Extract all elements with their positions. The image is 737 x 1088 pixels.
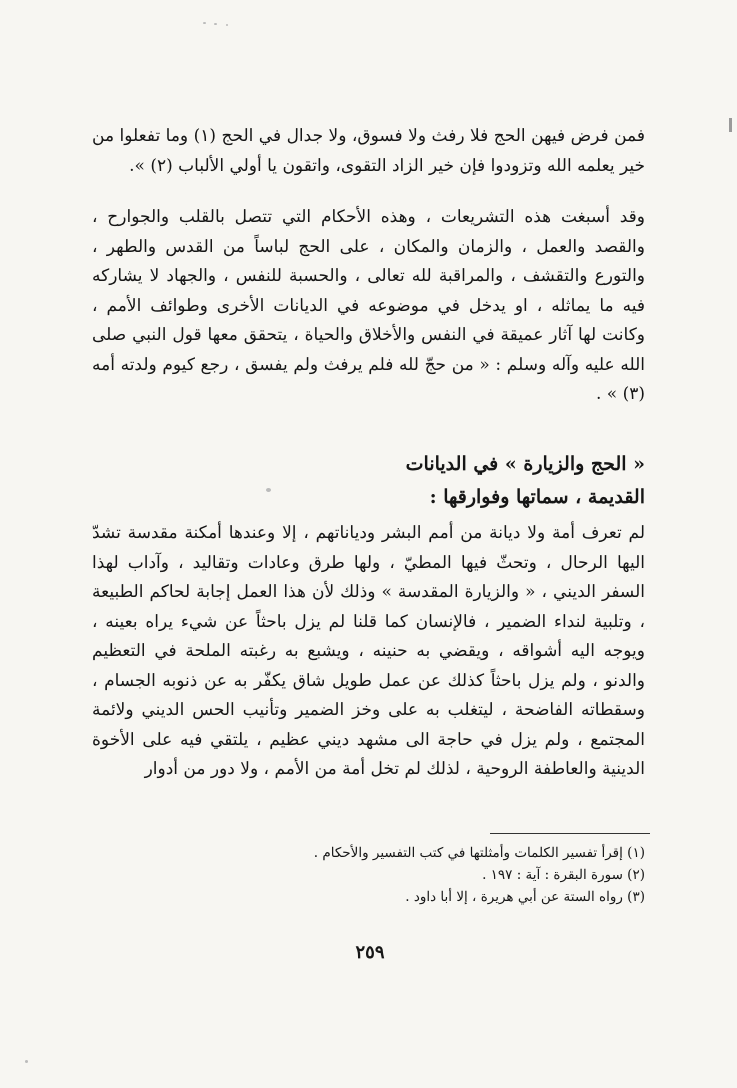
footnote-3: (٣) رواه الستة عن أبي هريرة ، إلا أبا داود .: [405, 889, 645, 905]
scan-speck: [226, 24, 228, 26]
footnote-2: (٢) سورة البقرة : آية : ١٩٧ .: [482, 867, 645, 883]
section-heading-line-2: القديمة ، سماتها وفوارقها :: [429, 486, 645, 508]
scan-speck: [266, 488, 271, 492]
footnote-1: (١) إقرأ تفسير الكلمات وأمثلتها في كتب التفسير والأحكام .: [313, 845, 645, 861]
paragraph-pilgrimage-legislation: وقد أسبغت هذه التشريعات ، وهذه الأحكام التي تتصل بالقلب والجوارح ، والقصد والعمل ، والزمان والمكان ، على الحج لباساً من القدس والطهر ، والتورع والتقشف ، والمراقبة لله تعالى ، والحسبة للنفس ، والجهاد لا يشاركه فيه ما يماثله ، او يدخل في موضوعه في الديانات الأخرى وطوائف الأمم ، وكانت لها آثار عميقة في النفس والأخلاق والحياة ، يتحقق معها قول النبي صلى الله عليه وآله وسلم : « من حجّ لله فلم يرفث ولم يفسق ، رجع كيوم ولدته أمه (٣) » .: [92, 207, 645, 404]
footnote-divider: [490, 833, 650, 834]
scan-speck: [25, 1060, 28, 1063]
paragraph-ancient-religions: لم تعرف أمة ولا ديانة من أمم البشر ودياناتهم ، إلا وعندها أمكنة مقدسة تشدّ اليها الرحال ، وتحثّ فيها المطيّ ، ولها طرق وعادات وتقاليد ، وآداب لهذا السفر الديني ، « والزيارة المقدسة » وذلك لأن هذا العمل إجابة لحاكم الطبيعة ، وتلبية لنداء الضمير ، فالإنسان كما قلنا لم يزل باحثاً عن شيء يراه بعينه ، ويوجه اليه أشواقه ، ويقضي به حنينه ، ويشبع به رغبته الملحة في التعظيم والدنو ، ولم يزل باحثاً كذلك عن عمل طويل شاق يكفّر به عن ذنوبه الجسام ، وسقطاته الفاضحة ، ليتغلب به على وخز الضمير وتأنيب الحس الديني ولائمة المجتمع ، ولم يزل في حاجة الى مشهد ديني عظيم ، يلتقي فيه على الأخوة الدينية والعاطفة الروحية ، لذلك لم تخل أمة من الأمم ، ولا دور من أدوار: [92, 523, 645, 779]
scan-edge-mark: [729, 118, 732, 132]
page-number: ٢٥٩: [355, 942, 385, 963]
scan-speck: [203, 22, 206, 24]
scan-speck: [214, 23, 217, 25]
section-heading-line-1: « الحج والزيارة » في الديانات: [405, 453, 645, 475]
footnotes: [200, 842, 645, 908]
section-heading: [315, 448, 645, 514]
paragraph-quran-verse: فمن فرض فيهن الحج فلا رفث ولا فسوق، ولا جدال في الحج (١) وما تفعلوا من خير يعلمه الله وتزودوا فإن خير الزاد التقوى، واتقون يا أولي الألباب (٢) ».: [92, 126, 645, 176]
